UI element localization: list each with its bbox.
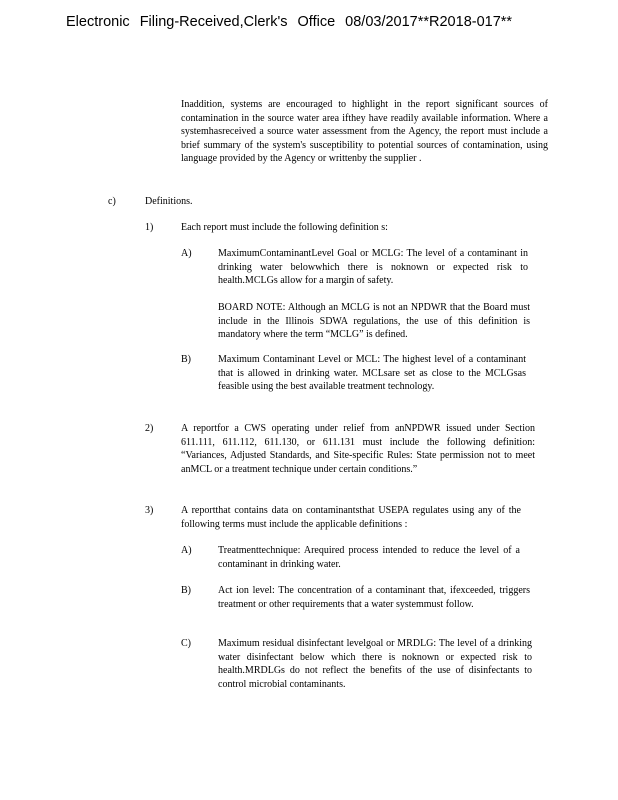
treatment-technique-definition: Treatmenttechnique: Arequired process intended to reduce the level of a contaminant in drinking water. — [218, 545, 520, 570]
section-c-label: c) — [108, 196, 116, 207]
item-1-label: 1) — [145, 222, 154, 233]
intro-paragraph: Inaddition, systems are encouraged to highlight in the report significant sources of contamination in the source water area ifthey have readily available information. Where a systemhasreceived a source water assessment from the Agency, the report must include a brief summary of the system's susceptibility to potential sources of contamination, using language provided by the Agency or writtenby the supplier . — [181, 99, 548, 165]
item-1-B-label: B) — [181, 354, 191, 365]
item-3-C-label: C) — [181, 638, 191, 649]
item-2-label: 2) — [145, 423, 154, 434]
section-c-title: Definitions. — [145, 196, 193, 207]
item-3-label: 3) — [145, 505, 154, 516]
filing-header: Electronic Filing-Received,Clerk's Office 08/03/2017**R2018-017** — [66, 14, 513, 30]
action-level-definition: Act ion level: The concentration of a contaminant that, ifexceeded, triggers treatment or other requirements that a water systemmust follow. — [218, 585, 530, 610]
item-1-text: Each report must include the following definition s: — [181, 222, 388, 233]
item-3-A-label: A) — [181, 545, 192, 556]
mclg-definition: MaximumContaminantLevel Goal or MCLG: The level of a contaminant in drinking water belowwhich there is noknown or expected risk to health.MCLGs allow for a margin of safety. — [218, 248, 528, 287]
item-1-A-label: A) — [181, 248, 192, 259]
board-note: BOARD NOTE: Although an MCLG is not an NPDWR that the Board must include in the Illinois SDWA regulations, the use of this definition is mandatory where the term “MCLG” is defined. — [218, 302, 530, 341]
item-3-text: A reportthat contains data on contaminantsthat USEPA regulates using any of the following terms must include the applicable definitions : — [181, 505, 521, 530]
mcl-definition: Maximum Contaminant Level or MCL: The highest level of a contaminant that is allowed in drinking water. MCLsare set as close to the MCLGsas feasible using the best available treatment technology. — [218, 354, 526, 393]
item-3-B-label: B) — [181, 585, 191, 596]
mrdlg-definition: Maximum residual disinfectant levelgoal or MRDLG: The level of a drinking water disinfectant below which there is noknown or expected risk to health.MRDLGs do not reflect the benefits of the use of disinfectants to control microbial contaminants. — [218, 638, 532, 690]
variances-definition: A reportfor a CWS operating under relief from anNPDWR issued under Section 611.111, 611.112, 611.130, or 611.131 must include the following definition: “Variances, Adjusted Standards, and Site-specific Rules: State permission not to meet anMCL or a treatment technique under certain conditions.” — [181, 423, 535, 475]
